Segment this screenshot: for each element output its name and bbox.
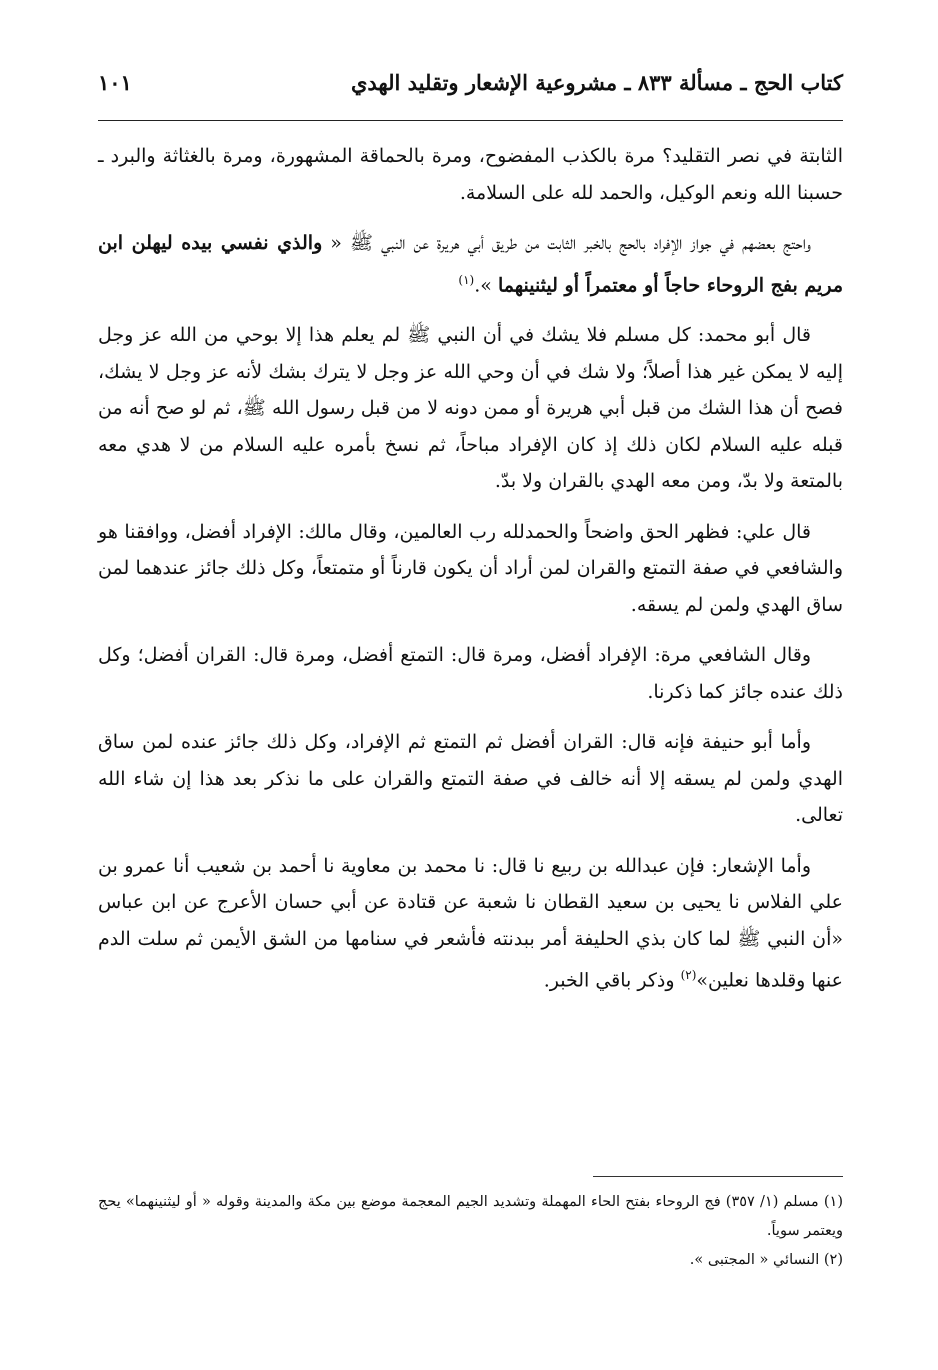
paragraph-7 — [98, 848, 843, 999]
paragraph-2 — [98, 225, 843, 303]
footnote-ref-1: (١) — [458, 272, 475, 287]
header-divider — [98, 120, 843, 121]
paragraph-7-closing: وذكر باقي الخبر. — [543, 969, 681, 992]
paragraph-5: وقال الشافعي مرة: الإفراد أفضل، ومرة قال: التمتع أفضل، ومرة قال: القران أفضل؛ وكل ذلك عنده جائز كما ذكرنا. — [98, 644, 843, 703]
page-header — [98, 60, 843, 104]
running-title: كتاب الحج ـ مسألة ٨٣٣ ـ مشروعية الإشعار وتقليد الهدي — [350, 69, 843, 95]
footnote-ref-2: (٢) — [680, 968, 697, 983]
paragraph-7-text: وأما الإشعار: فإن عبدالله بن ربيع نا قال: نا محمد بن معاوية نا أحمد بن شعيب أنا عمرو بن علي الفلاس نا يحيى بن سعيد القطان نا شعبة عن قتادة عن أبي حسان الأعرج عن ابن عباس «أن النبي ﷺ لما كان بذي الحليفة أمر ببدنته فأشعر في سنامها من الشق الأيمن ثم سلت الدم عنها وقلدها نعلين» — [98, 854, 843, 992]
hadith-quote: والذي نفسي بيده ليهلن ابن مريم بفج الروحاء حاجاً أو معتمراً أو ليثنينهما — [98, 232, 843, 296]
paragraph-3: قال أبو محمد: كل مسلم فلا يشك في أن النبي ﷺ لم يعلم هذا إلا بوحي من الله عز وجل إليه لا يمكن غير هذا أصلاً؛ ولا شك في أن وحي الله عز وجل لا يترك بشك لأنه عز وجل لا يشك، فصح أن هذا الشك من قبل أبي هريرة أو ممن دونه لا من قبل رسول الله ﷺ، ثم لو صح أنه من قبله عليه السلام لكان ذلك إذ كان الإفراد مباحاً، ثم نسخ بأمره عليه السلام من لا هدي معه بالمتعة ولا بدّ، ومن معه الهدي بالقران ولا بدّ. — [98, 324, 843, 493]
paragraph-6: وأما أبو حنيفة فإنه قال: القران أفضل ثم التمتع ثم الإفراد، وكل ذلك جائز عنده لمن ساق الهدي ولمن لم يسقه إلا أنه خالف في صفة التمتع والقران على ما نذكر بعد هذا إن شاء الله تعالى. — [98, 731, 843, 827]
paragraph-4: قال علي: فظهر الحق واضحاً والحمدلله رب العالمين، وقال مالك: الإفراد أفضل، ووافقنا هو والشافعي في صفة التمتع والقران لمن أراد أن يكون قارناً أو متمتعاً، وكل ذلك جائز عندهما لمن ساق الهدي ولمن لم يسقه. — [98, 520, 843, 616]
page-number: ١٠١ — [98, 69, 132, 95]
paragraph-2-closing: ». — [474, 273, 492, 296]
footnote-1: (١) مسلم (١/ ٣٥٧) فج الروحاء بفتح الحاء المهملة وتشديد الجيم المعجمة موضع بين مكة والمدينة وقوله « أو ليثنينهما» يحج ويعتمر سوياً. — [98, 1194, 843, 1239]
main-text — [98, 138, 843, 1013]
paragraph-2-intro: واحتج بعضهم في جواز الإفراد بالحج بالخبر الثابت من طريق أبي هريرة عن النبي ﷺ « — [330, 232, 811, 254]
footnote-2: (٢) النسائي « المجتبى ». — [689, 1252, 843, 1268]
footnote-divider — [593, 1176, 843, 1177]
paragraph-1: الثابتة في نصر التقليد؟ مرة بالكذب المفضوح، ومرة بالحماقة المشهورة، ومرة بالغثاثة والبرد ـ حسبنا الله ونعم الوكيل، والحمد لله على السلامة. — [98, 145, 843, 204]
footnotes — [98, 1188, 843, 1275]
